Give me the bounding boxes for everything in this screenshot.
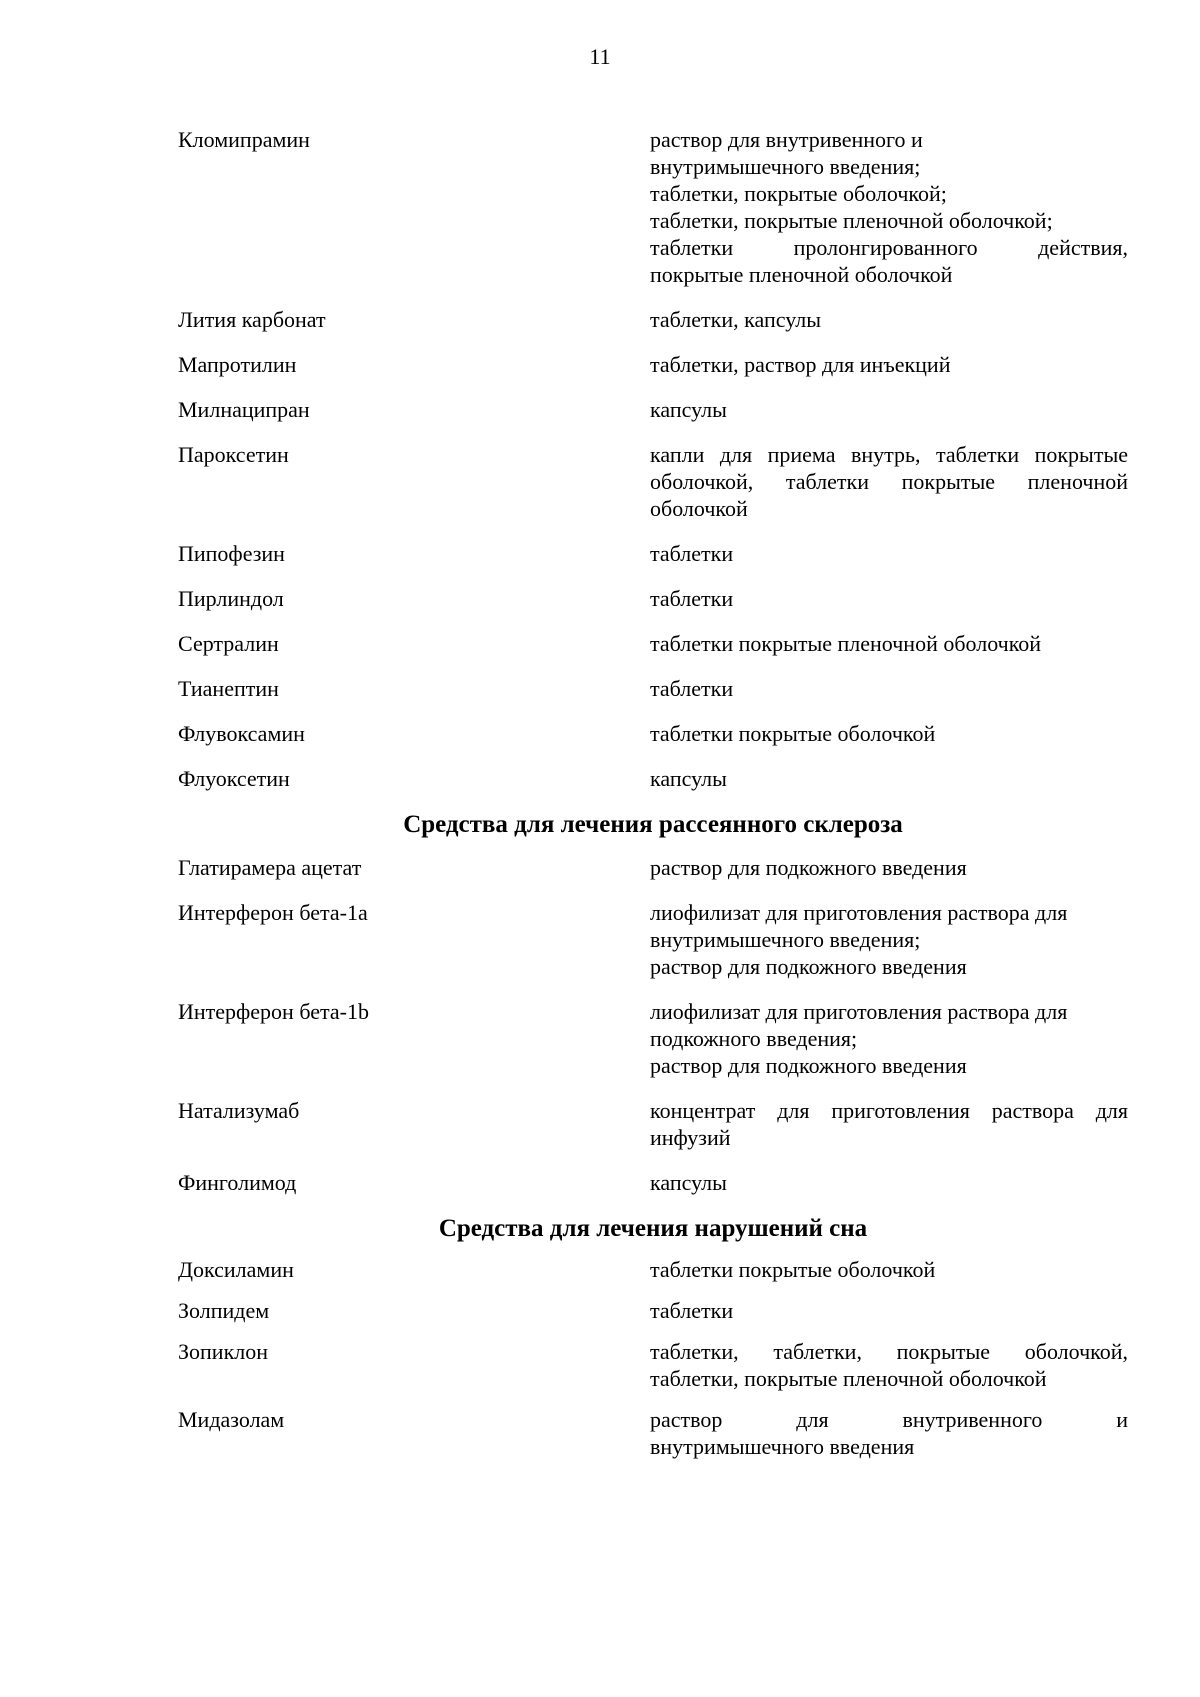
dosage-form-line: оболочкой <box>650 496 748 521</box>
dosage-form-line: раствор для подкожного введения <box>650 855 967 880</box>
drug-name: Пароксетин <box>178 442 289 467</box>
dosage-form-line: лиофилизат для приготовления раствора для <box>650 900 1068 925</box>
drug-row <box>178 1406 1128 1460</box>
dosage-forms <box>650 1297 1128 1324</box>
dosage-forms <box>650 765 1128 792</box>
drug-name: Доксиламин <box>178 1257 294 1282</box>
drug-name: Финголимод <box>178 1170 297 1195</box>
section-heading: Средства для лечения рассеянного склероза <box>403 811 903 838</box>
drug-name: Милнаципран <box>178 397 310 422</box>
dosage-form-line: раствор для внутривенного и <box>650 1407 1128 1432</box>
dosage-form-line: раствор для подкожного введения <box>650 1053 967 1078</box>
drug-row <box>178 396 1128 423</box>
dosage-forms <box>650 351 1128 378</box>
drug-row <box>178 351 1128 378</box>
section-1 <box>178 810 1128 1196</box>
dosage-forms <box>650 306 1128 333</box>
dosage-forms <box>650 1097 1128 1151</box>
dosage-forms <box>650 720 1128 747</box>
dosage-form-line: капсулы <box>650 1170 727 1195</box>
section-0 <box>178 126 1128 792</box>
drug-row <box>178 441 1128 522</box>
drug-name: Сертралин <box>178 631 279 656</box>
drug-row <box>178 306 1128 333</box>
dosage-forms <box>650 441 1128 522</box>
drug-name: Натализумаб <box>178 1098 300 1123</box>
dosage-forms <box>650 1256 1128 1283</box>
drug-name: Пипофезин <box>178 541 285 566</box>
dosage-form-line: таблетки <box>650 1298 734 1323</box>
dosage-form-line: таблетки, покрытые оболочкой; <box>650 181 947 206</box>
drug-row <box>178 998 1128 1079</box>
drug-name: Лития карбонат <box>178 307 326 332</box>
dosage-forms <box>650 998 1128 1079</box>
dosage-forms <box>650 126 1128 288</box>
dosage-form-line: раствор для подкожного введения <box>650 954 967 979</box>
dosage-form-line: раствор для внутривенного и <box>650 127 923 152</box>
dosage-form-line: таблетки покрытые оболочкой <box>650 1257 936 1282</box>
dosage-form-line: подкожного введения; <box>650 1026 858 1051</box>
dosage-form-line: таблетки пролонгированного действия, <box>650 235 1128 260</box>
dosage-forms <box>650 585 1128 612</box>
drug-name: Интерферон бета-1b <box>178 999 369 1024</box>
dosage-form-line: таблетки покрытые оболочкой <box>650 721 936 746</box>
dosage-forms <box>650 675 1128 702</box>
dosage-form-line: таблетки, покрытые пленочной оболочкой <box>650 1366 1047 1391</box>
dosage-forms <box>650 1338 1128 1392</box>
dosage-form-line: инфузий <box>650 1125 731 1150</box>
dosage-form-line: внутримышечного введения; <box>650 927 921 952</box>
drug-row <box>178 675 1128 702</box>
drug-list <box>178 126 1128 1460</box>
drug-row <box>178 1297 1128 1324</box>
dosage-form-line: таблетки, покрытые пленочной оболочкой; <box>650 208 1053 233</box>
drug-name: Пирлиндол <box>178 586 284 611</box>
dosage-form-line: таблетки, таблетки, покрытые оболочкой, <box>650 1339 1128 1364</box>
dosage-form-line: таблетки, капсулы <box>650 307 821 332</box>
drug-row <box>178 720 1128 747</box>
drug-name: Кломипрамин <box>178 127 310 152</box>
drug-row <box>178 1169 1128 1196</box>
drug-row <box>178 630 1128 657</box>
drug-row <box>178 1338 1128 1392</box>
dosage-form-line: таблетки покрытые пленочной оболочкой <box>650 631 1042 656</box>
dosage-forms <box>650 630 1128 657</box>
drug-name: Мапротилин <box>178 352 297 377</box>
drug-row <box>178 765 1128 792</box>
dosage-form-line: таблетки <box>650 541 734 566</box>
dosage-forms <box>650 854 1128 881</box>
dosage-forms <box>650 1406 1128 1460</box>
drug-row <box>178 585 1128 612</box>
dosage-forms <box>650 396 1128 423</box>
dosage-form-line: капли для приема внутрь, таблетки покрытые <box>650 442 1128 467</box>
drug-row <box>178 126 1128 288</box>
drug-name: Тианептин <box>178 676 279 701</box>
drug-name: Глатирамера ацетат <box>178 855 362 880</box>
dosage-form-line: капсулы <box>650 397 727 422</box>
drug-name: Флувоксамин <box>178 721 305 746</box>
section-heading: Средства для лечения нарушений сна <box>438 1215 868 1242</box>
dosage-form-line: капсулы <box>650 766 727 791</box>
dosage-form-line: лиофилизат для приготовления раствора для <box>650 999 1068 1024</box>
section-2 <box>178 1214 1128 1460</box>
dosage-form-line: оболочкой, таблетки покрытые пленочной <box>650 469 1128 494</box>
drug-row <box>178 1097 1128 1151</box>
dosage-forms <box>650 899 1128 980</box>
drug-name: Флуоксетин <box>178 766 290 791</box>
drug-row <box>178 1256 1128 1283</box>
dosage-form-line: внутримышечного введения; <box>650 154 921 179</box>
dosage-form-line: внутримышечного введения <box>650 1434 915 1459</box>
dosage-form-line: покрытые пленочной оболочкой <box>650 262 953 287</box>
drug-name: Мидазолам <box>178 1407 285 1432</box>
dosage-form-line: таблетки <box>650 586 734 611</box>
dosage-forms <box>650 1169 1128 1196</box>
drug-name: Зопиклон <box>178 1339 269 1364</box>
dosage-form-line: таблетки <box>650 676 734 701</box>
page-number: 11 <box>589 44 611 69</box>
dosage-form-line: таблетки, раствор для инъекций <box>650 352 951 377</box>
drug-name: Золпидем <box>178 1298 270 1323</box>
dosage-form-line: концентрат для приготовления раствора для <box>650 1098 1128 1123</box>
drug-row <box>178 854 1128 881</box>
drug-row <box>178 540 1128 567</box>
drug-row <box>178 899 1128 980</box>
drug-name: Интерферон бета-1а <box>178 900 368 925</box>
dosage-forms <box>650 540 1128 567</box>
